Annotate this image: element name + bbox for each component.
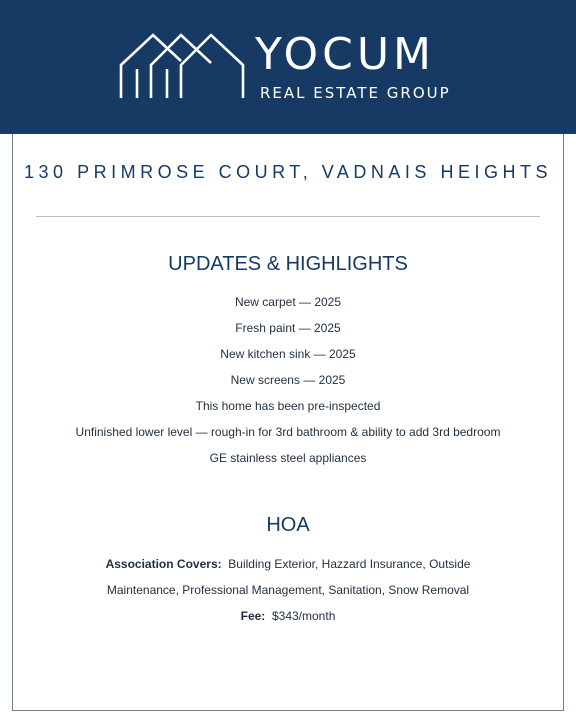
highlight-item: Fresh paint — 2025 — [235, 321, 341, 335]
highlight-item: GE stainless steel appliances — [209, 451, 367, 465]
hoa-fee-line — [12, 608, 564, 624]
houses-logo-icon — [119, 31, 245, 99]
divider — [36, 216, 540, 217]
hoa-fee-value: $343/month — [271, 609, 336, 623]
hoa-covers-line — [12, 556, 564, 572]
highlight-item: New kitchen sink — 2025 — [220, 347, 356, 361]
brand-name: YOCUM — [255, 29, 435, 80]
highlight-item: New screens — 2025 — [230, 373, 346, 387]
property-address: 130 PRIMROSE COURT, VADNAIS HEIGHTS — [24, 162, 552, 182]
highlight-item: Unfinished lower level — rough-in for 3rd bathroom & ability to add 3rd bedroom — [75, 425, 501, 439]
brand-subtitle: REAL ESTATE GROUP — [260, 84, 451, 102]
highlight-item: This home has been pre-inspected — [195, 399, 381, 413]
hoa-covers-label: Association Covers: — [105, 557, 222, 571]
hoa-title: HOA — [266, 514, 310, 536]
hoa-covers-value: Building Exterior, Hazzard Insurance, Outside — [228, 557, 471, 571]
header-banner — [0, 0, 576, 134]
content-frame — [12, 134, 564, 711]
hoa-covers-line-2: Maintenance, Professional Management, Sanitation, Snow Removal — [106, 583, 470, 597]
hoa-fee-label: Fee: — [240, 609, 266, 623]
highlights-title: UPDATES & HIGHLIGHTS — [168, 253, 408, 275]
highlight-item: New carpet — 2025 — [234, 295, 342, 309]
